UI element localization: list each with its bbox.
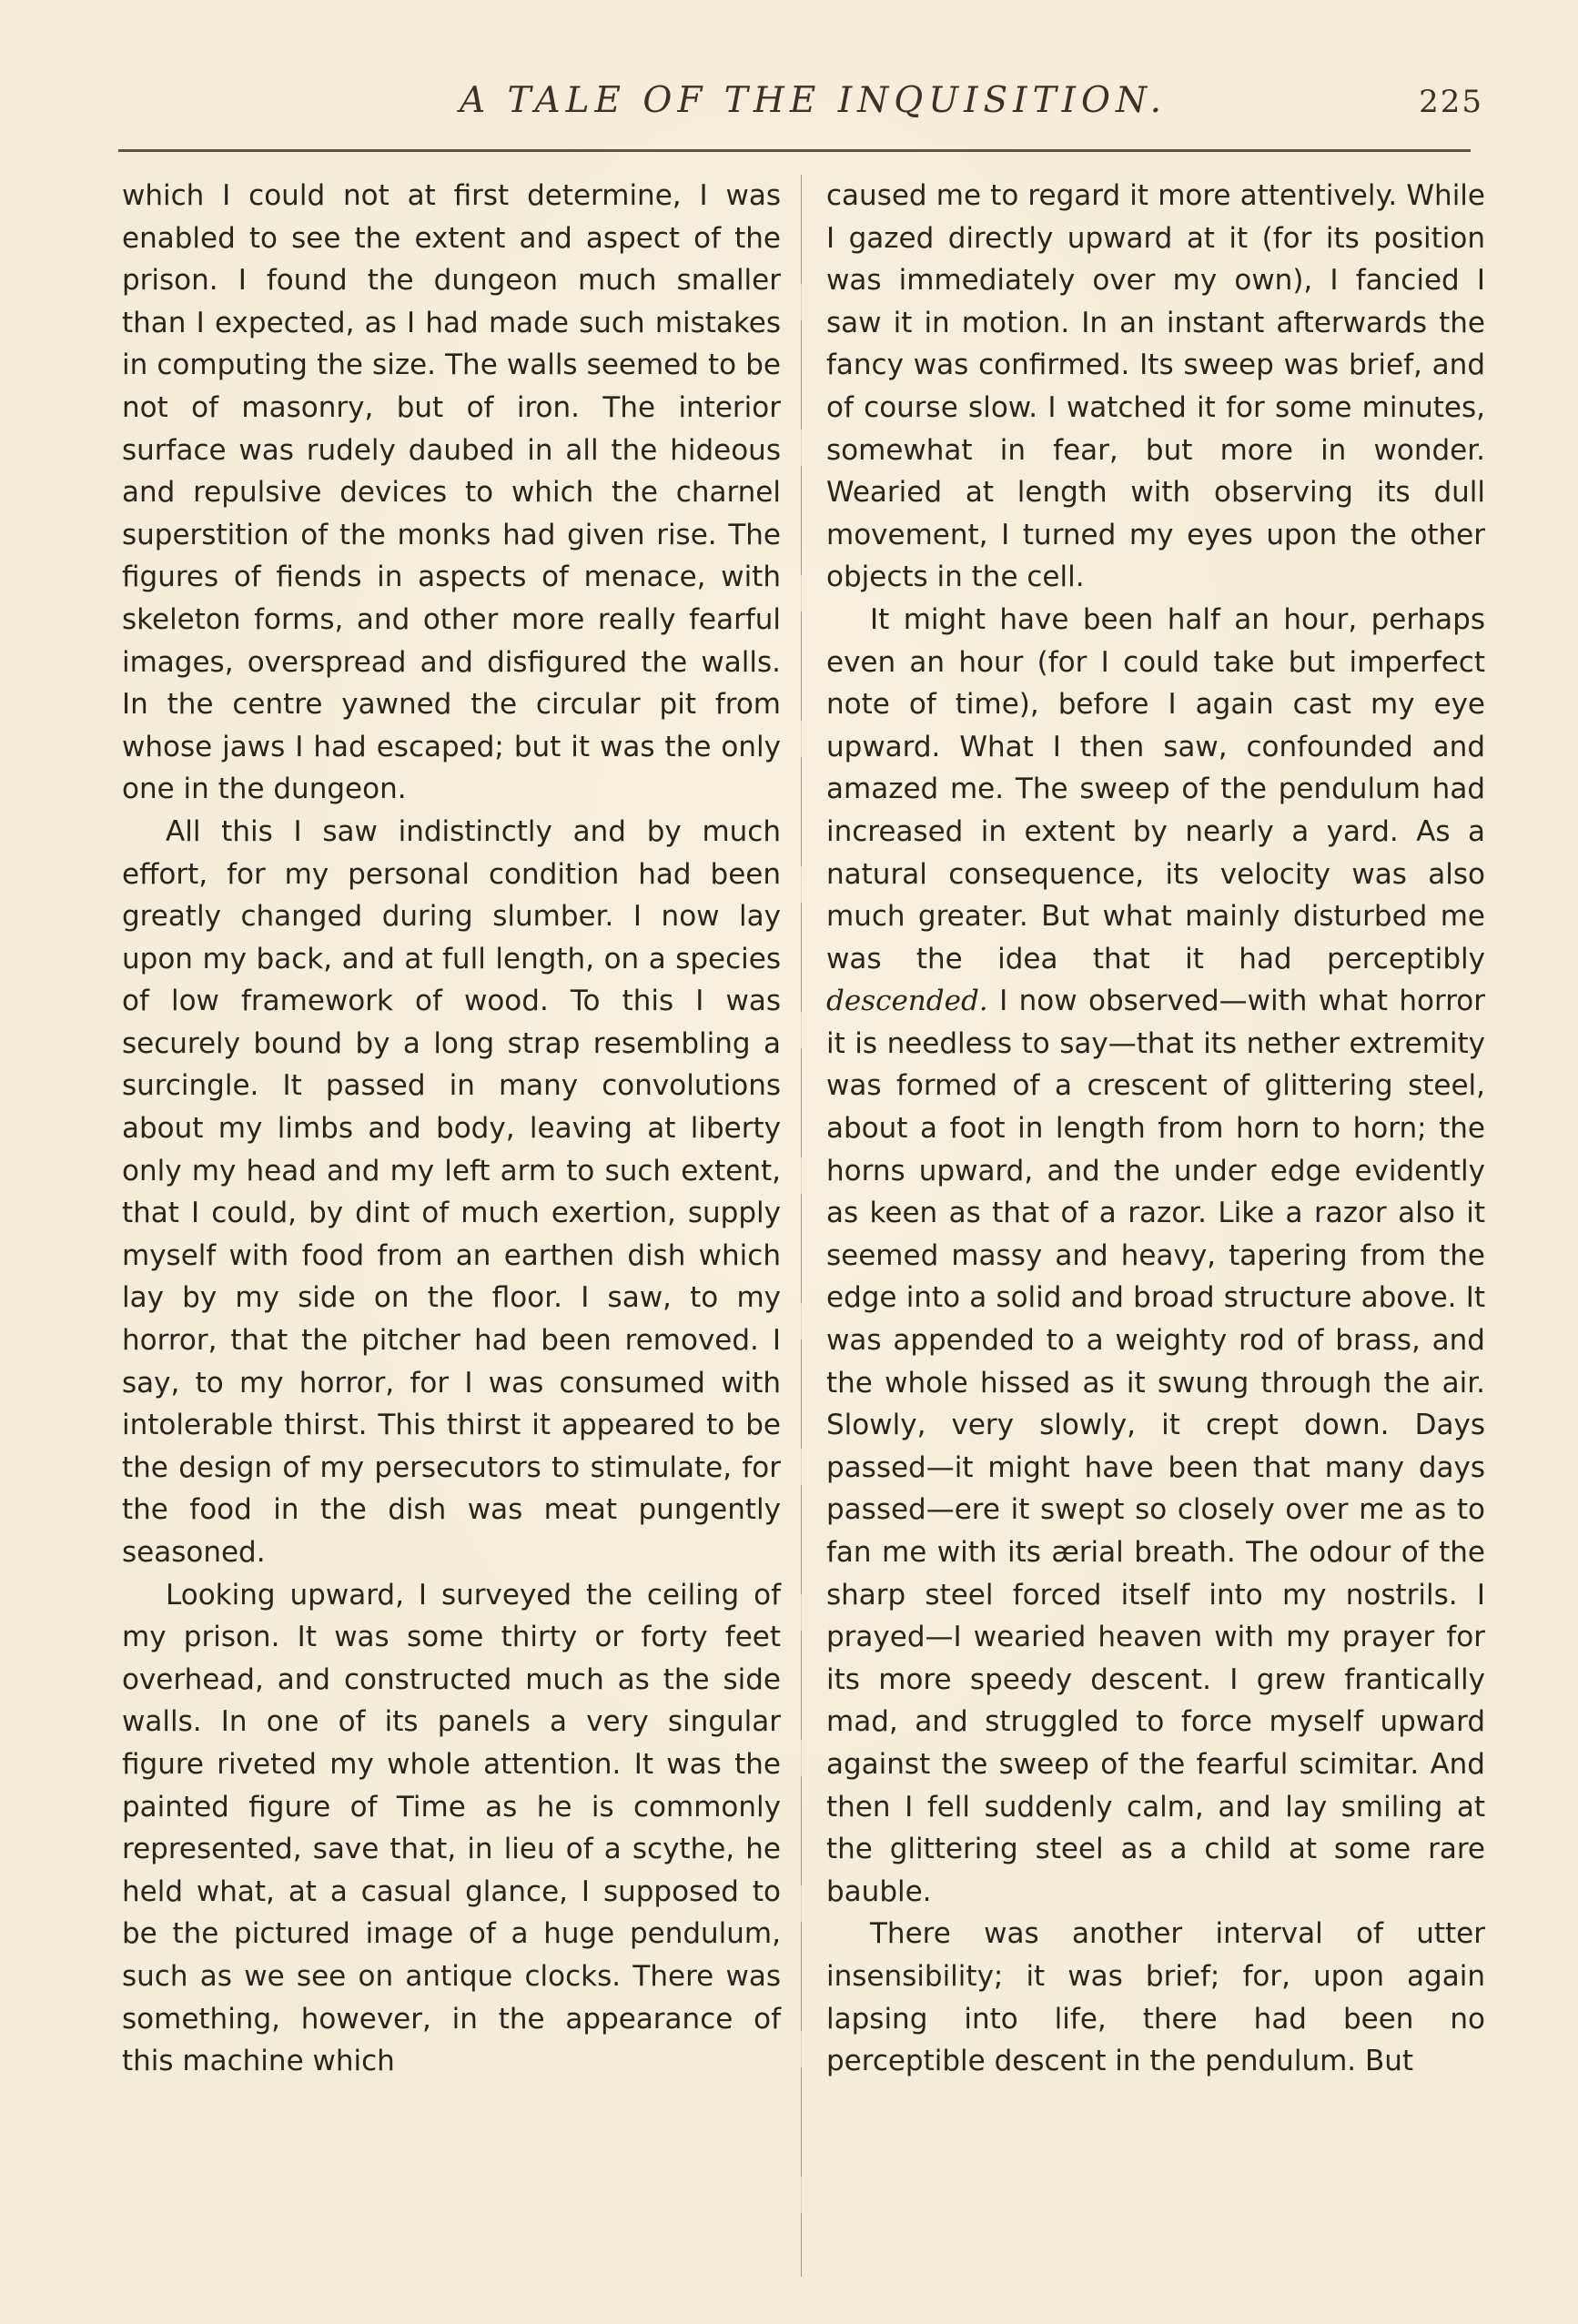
left-paragraph-2: All this I saw indistinctly and by much effort, for my personal condition had been greatly changed during slumber. I now lay upon my back, and at full length, on a species of low framework of wood. To this I was securely bound by a long strap resembling a surcingle. It passed in many convolutions about my limbs and body, leaving at liberty only my head and my left arm to such extent, that I could, by dint of much exertion, supply myself with food from an earthen dish which lay by my side on the floor. I saw, to my horror, that the pitcher had been removed. I say, to my horror, for I was consumed with intolerable thirst. This thirst it appeared to be the design of my persecutors to stimulate, for the food in the dish was meat pungently seasoned. xyxy=(122,814,781,1569)
italic-word-descended: descended. xyxy=(826,985,988,1018)
right-paragraph-2-start: It might have been half an hour, perhaps even an hour (for I could take but imperfect note of time), before I again cast my eye upward. What I then saw, confounded and amazed me. The sweep of the pendulum had increased in extent by nearly a yard. As a natural consequence, its velocity was also much greater. But what mainly disturbed me was the idea that it had perceptibly xyxy=(826,602,1485,975)
left-paragraph-1: which I could not at first determine, I was enabled to see the extent and aspect of the prison. I found the dungeon much smaller than I expected, as I had made such mistakes in computing the size. The walls seemed to be not of masonry, but of iron. The interior surface was rudely daubed in all the hideous and repulsive devices to which the charnel superstition of the monks had given rise. The figures of fiends in aspects of menace, with skeleton forms, and other more really fearful images, overspread and disfigured the walls. In the centre yawned the circular pit from whose jaws I had escaped; but it was the only one in the dungeon. xyxy=(122,179,781,806)
running-title: A TALE OF THE INQUISITION. xyxy=(460,80,1168,121)
left-paragraph-3: Looking upward, I surveyed the ceiling of my prison. It was some thirty or forty feet overhead, and constructed much as the side walls. In one of its panels a very singular figure riveted my whole attention. It was the painted figure of Time as he is commonly represented, save that, in lieu of a scythe, he held what, at a casual glance, I supposed to be the pictured image of a huge pendulum, such as we see on antique clocks. There was something, however, in the appearance of this machine which xyxy=(122,1578,781,2078)
left-column xyxy=(122,175,781,2083)
right-paragraph-2-end: I now observed—with what horror it is needless to say—that its nether extremity was formed of a crescent of glittering steel, about a foot in length from horn to horn; the horns upward, and the under edge evidently as keen as that of a razor. Like a razor also it seemed massy and heavy, tapering from the edge into a solid and broad structure above. It was appended to a weighty rod of brass, and the whole hissed as it swung through the air. Slowly, very slowly, it crept down. Days passed—it might have been that many days passed—ere it swept so closely over me as to fan me with its ærial breath. The odour of the sharp steel forced itself into my nostrils. I prayed—I wearied heaven with my prayer for its more speedy descent. I grew frantically mad, and struggled to force myself upward against the sweep of the fearful scimitar. And then I fell suddenly calm, and lay smiling at the glittering steel as a child at some rare bauble. xyxy=(826,985,1485,1908)
header-rule xyxy=(118,149,1471,152)
running-head xyxy=(164,80,1483,135)
right-paragraph-3: There was another interval of utter insensibility; it was brief; for, upon again lapsing into life, there had been no perceptible descent in the pendulum. But xyxy=(826,1917,1485,2078)
column-divider xyxy=(801,175,802,2277)
right-paragraph-1: caused me to regard it more attentively. While I gazed directly upward at it (for its position was immediately over my own), I fancied I saw it in motion. In an instant afterwards the fancy was confirmed. Its sweep was brief, and of course slow. I watched it for some minutes, somewhat in fear, but more in wonder. Wearied at length with observing its dull movement, I turned my eyes upon the other objects in the cell. xyxy=(826,179,1485,594)
right-column xyxy=(826,175,1485,2083)
page-number: 225 xyxy=(1419,84,1483,120)
right-paragraph-2 xyxy=(826,599,1485,1913)
